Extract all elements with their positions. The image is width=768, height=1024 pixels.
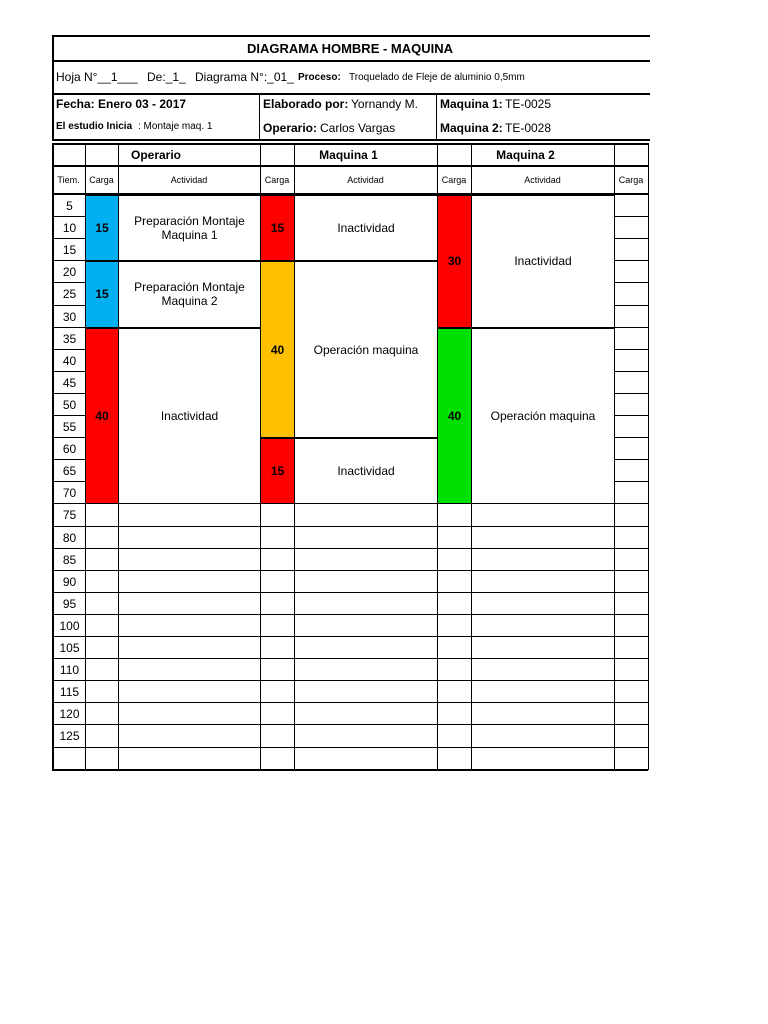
maquina1-actividad-block: Inactividad — [294, 195, 438, 261]
time-cell: 45 — [62, 375, 77, 390]
operario-actividad-block: Preparación Montaje Maquina 1 — [118, 195, 261, 261]
operario-carga-block: 15 — [85, 195, 119, 261]
elaborado-label: Elaborado por: — [263, 97, 349, 111]
estudio-value: : Montaje maq. 1 — [138, 121, 213, 132]
proceso-value: Troquelado de Fleje de aluminio 0,5mm — [349, 72, 525, 83]
col-header-m2-actividad: Actividad — [524, 175, 561, 185]
time-cell: 105 — [59, 641, 80, 656]
info-divider-bottom — [52, 139, 650, 141]
col-header-m1-actividad: Actividad — [347, 175, 384, 185]
de-label: De:_1_ — [147, 70, 186, 84]
table-row-line — [52, 570, 648, 571]
maquina1-label: Maquina 1: — [440, 97, 503, 111]
operario-value: Carlos Vargas — [320, 121, 396, 135]
group-header-maquina1: Maquina 1 — [319, 148, 378, 162]
time-cell: 85 — [62, 552, 77, 567]
maquina1-carga-block: 15 — [260, 195, 295, 261]
time-cell: 125 — [59, 729, 80, 744]
time-cell: 90 — [62, 574, 77, 589]
table-row-line — [52, 636, 648, 637]
diagrama-label: Diagrama N°:_01_ — [195, 70, 294, 84]
elaborado-value: Yornandy M. — [351, 97, 418, 111]
maquina1-value: TE-0025 — [505, 97, 552, 111]
sheet-title: DIAGRAMA HOMBRE - MAQUINA — [246, 41, 454, 56]
diagram-table — [52, 143, 648, 771]
time-cell: 15 — [62, 243, 77, 258]
col-header-m3-carga: Carga — [618, 175, 644, 185]
estudio-label: El estudio Inicia — [56, 121, 133, 132]
time-cell: 35 — [62, 331, 77, 346]
table-row-line — [52, 658, 648, 659]
col-header-op-carga: Carga — [89, 175, 114, 185]
info-divider-top — [52, 93, 650, 95]
fecha-label: Fecha: Enero 03 - 2017 — [56, 97, 187, 111]
time-cell: 100 — [59, 618, 80, 633]
table-vline — [648, 143, 649, 770]
col-header-m2-carga: Carga — [441, 175, 467, 185]
group-header-operario: Operario — [130, 148, 181, 162]
proceso-label: Proceso: — [298, 72, 341, 83]
table-row-line — [52, 702, 648, 703]
time-cell: 30 — [62, 309, 77, 324]
time-cell: 10 — [62, 221, 77, 236]
maquina2-actividad-block: Inactividad — [471, 195, 615, 328]
info-left-border — [52, 94, 54, 140]
table-row-line — [52, 680, 648, 681]
maquina2-carga-block: 40 — [437, 328, 472, 505]
time-cell: 20 — [62, 265, 77, 280]
hoja-label: Hoja N°__1___ — [56, 70, 138, 84]
operario-label: Operario: — [263, 121, 318, 135]
time-cell: 60 — [62, 442, 77, 457]
maquina2-value: TE-0028 — [505, 121, 552, 135]
maquina1-actividad-block: Operación maquina — [294, 261, 438, 438]
col-header-tiempo: Tiem. — [57, 175, 80, 185]
maquina2-label: Maquina 2: — [440, 121, 503, 135]
table-row-line — [52, 592, 648, 593]
col-header-m1-carga: Carga — [264, 175, 290, 185]
table-bottom-border — [52, 769, 648, 771]
group-header-maquina2: Maquina 2 — [496, 148, 555, 162]
operario-carga-block: 40 — [85, 328, 119, 505]
time-cell: 55 — [62, 420, 77, 435]
time-cell: 75 — [62, 508, 77, 523]
operario-carga-block: 15 — [85, 261, 119, 327]
time-cell: 95 — [62, 596, 77, 611]
table-row-line — [52, 614, 648, 615]
info-vline-1 — [259, 94, 260, 140]
maquina2-carga-block: 30 — [437, 195, 472, 328]
time-cell: 120 — [59, 707, 80, 722]
info-vline-2 — [436, 94, 437, 140]
operario-actividad-block: Preparación Montaje Maquina 2 — [118, 261, 261, 327]
table-row-line — [52, 526, 648, 527]
table-row-line — [52, 548, 648, 549]
time-cell: 70 — [62, 486, 77, 501]
maquina1-actividad-block: Inactividad — [294, 438, 438, 504]
table-row-line — [52, 747, 648, 748]
maquina1-carga-block: 15 — [260, 438, 295, 504]
col-header-op-actividad: Actividad — [170, 175, 208, 185]
operario-actividad-block: Inactividad — [118, 328, 261, 505]
time-cell: 5 — [66, 199, 73, 214]
time-cell: 115 — [59, 685, 80, 700]
table-row-line — [52, 724, 648, 725]
time-cell: 65 — [62, 464, 77, 479]
time-cell: 110 — [59, 663, 80, 678]
maquina1-carga-block: 40 — [260, 261, 295, 438]
time-cell: 80 — [62, 530, 77, 545]
maquina2-actividad-block: Operación maquina — [471, 328, 615, 505]
time-cell: 40 — [62, 353, 77, 368]
time-cell: 25 — [62, 287, 77, 302]
time-cell: 50 — [62, 397, 77, 412]
